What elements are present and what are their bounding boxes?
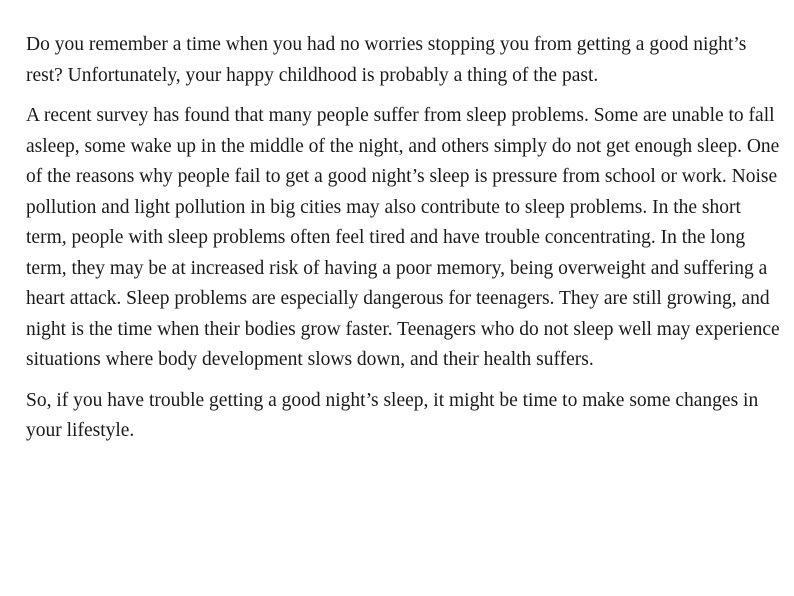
paragraph-intro: Do you remember a time when you had no worries stopping you from getting a good night’s rest? Unfortunately, your happy childhood is probably a thing of the past.	[26, 34, 747, 86]
paragraph-conclusion: So, if you have trouble getting a good night’s sleep, it might be time to make some changes in your lifestyle.	[26, 389, 759, 441]
document-body	[26, 30, 786, 457]
paragraph-main: A recent survey has found that many people suffer from sleep problems. Some are unable to fall asleep, some wake up in the middle of the night, and others simply do not get enough sleep. One of the reasons why people fail to get a good night’s sleep is pressure from school or work. Noise pollution and light pollution in big cities may also contribute to sleep problems. In the short term, people with sleep problems often feel tired and have trouble concentrating. In the long term, they may be at increased risk of having a poor memory, being overweight and suffering a heart attack. Sleep problems are especially dangerous for teenagers. They are still growing, and night is the time when their bodies grow faster. Teenagers who do not sleep well may experience situations where body development slows down, and their health suffers.	[26, 105, 780, 370]
